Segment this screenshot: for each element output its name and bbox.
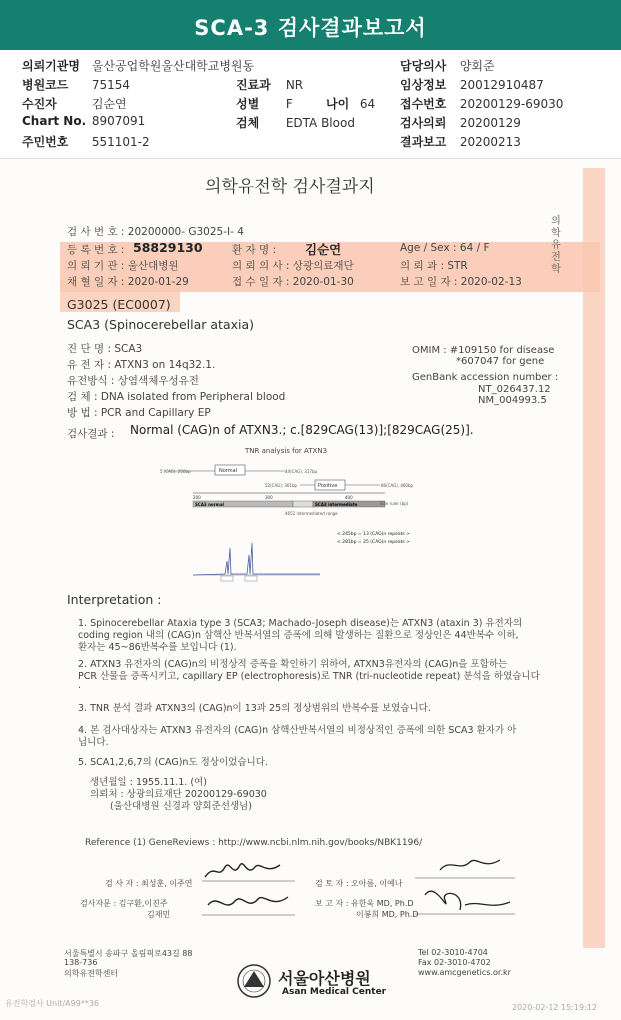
- exam-no: 검 사 번 호 : 20200000- G3025-I- 4: [67, 226, 244, 238]
- label-460bp: 86(CAG), 460bp: [381, 483, 414, 488]
- reg-no: 58829130: [133, 240, 203, 255]
- reporter-signature: [410, 850, 520, 930]
- positive-label: Positive: [318, 483, 338, 489]
- rrn-field: 주민번호 551101-2: [22, 135, 150, 149]
- request-dept: 의 뢰 과 : STR: [400, 260, 468, 272]
- label-361bp: 52(CAG), 361bp: [265, 483, 298, 488]
- footer-left: 유전학검사 Unit/A99**36: [5, 999, 99, 1008]
- address-2: 138-736: [64, 958, 98, 967]
- hospital-code-field: 병원코드 75154: [22, 78, 131, 92]
- scanned-result-document: [0, 160, 621, 1020]
- tel: Tel 02-3010-4704: [418, 948, 488, 957]
- footer-timestamp: 2020-02-12 15:19:12: [512, 1003, 597, 1012]
- report-title: SCA-3 검사결과보고서: [194, 16, 427, 40]
- hospital-name-en: Asan Medical Center: [282, 987, 387, 997]
- method: 방 법 : PCR and Capillary EP: [67, 407, 211, 419]
- interp-line-6: .: [78, 680, 82, 691]
- receipt-field: 접수번호 20200129-69030: [400, 97, 564, 111]
- tnr-figure: [155, 443, 435, 583]
- result-value: Normal (CAG)n of ATXN3.; c.[829CAG(13)];[829CAG(25)].: [130, 423, 474, 437]
- sex-field: 성별 F: [236, 97, 293, 111]
- requester-detail: (울산대병원 신경과 양회준선생님): [110, 801, 252, 812]
- age-sex: Age / Sex : 64 / F: [400, 242, 490, 254]
- doctor-field: 담당의사 양회준: [400, 59, 495, 73]
- collect-date: 채 혈 일 자 : 2020-01-29: [67, 276, 189, 288]
- gene: 유 전 자 : ATXN3 on 14q32.1.: [67, 359, 216, 371]
- report-header: [0, 50, 621, 159]
- accession-2: NM_004993.5: [478, 395, 547, 406]
- address-3: 의학유전학센터: [64, 969, 119, 978]
- interp-line-1: 1. Spinocerebellar Ataxia type 3 (SCA3; Machado-Joseph disease)는 ATXN3 (ataxin 3) 유전자의: [78, 618, 523, 629]
- doc-title: 의학유전학 검사결과지: [205, 177, 375, 197]
- interp-line-5: PCR 산물을 증폭시키고, capillary EP (electrophoresis)로 TNR (tri-nucleotide repeat) 분석을 하였습니다: [78, 671, 540, 682]
- patient-field: 수진자 김순연: [22, 97, 127, 111]
- tester-advisor-2: 김재민: [147, 910, 171, 919]
- age-field: 나이 64: [326, 97, 376, 111]
- label-317bp: 44(CAG), 317bp: [285, 469, 318, 474]
- tester-signature: [200, 855, 300, 925]
- test-code: G3025 (EC0007): [67, 297, 171, 312]
- sca-intermediate-bar: [293, 501, 313, 507]
- omim-gene: *607047 for gene: [456, 356, 545, 367]
- requested-field: 검사의뢰 20200129: [400, 116, 521, 130]
- label-200bp: 5'(CAG), 200bp: [160, 469, 191, 474]
- figure-title: TNR analysis for ATXN3: [245, 447, 328, 455]
- sca-normal-label: SCA3 normal: [195, 502, 224, 507]
- hospital-name-kr: 서울아산병원: [278, 969, 371, 988]
- reg-label: 등 록 번 호 :: [67, 244, 125, 256]
- receive-date: 접 수 일 자 : 2020-01-30: [232, 276, 354, 288]
- birth-date: 생년월일 : 1955.11.1. (여): [90, 777, 207, 788]
- result-label: 검사결과 :: [67, 428, 115, 440]
- request-org: 의 뢰 기 관 : 울산대병원: [67, 260, 179, 272]
- peak-note-2: < 281bp = 25 (CAG)n repeats >: [337, 540, 410, 545]
- tester-advisor: 검사자문 : 김구환,이진주: [80, 899, 168, 908]
- diagnosis: 진 단 명 : SCA3: [67, 343, 143, 355]
- side-label: 의학유전학: [551, 216, 561, 275]
- chart-no-field: Chart No. 8907091: [22, 114, 146, 128]
- interp-line-7: 3. TNR 분석 결과 ATXN3의 (CAG)n이 13과 25의 정상범위의 반복수를 보였습니다.: [78, 703, 431, 714]
- report-date: 보 고 일 자 : 2020-02-13: [400, 276, 522, 288]
- range-label: 4652 intermediated range: [285, 511, 338, 516]
- size-ruler-label: Size ruler (bp): [380, 501, 409, 506]
- accession-1: NT_026437.12: [478, 384, 551, 395]
- interp-line-4: 2. ATXN3 유전자의 (CAG)n의 비정상적 증폭을 확인하기 위하여, ATXN3유전자의 (CAG)n을 포함하는: [78, 659, 508, 670]
- reporter-2: 이봉희 MD, Ph.D: [356, 910, 419, 919]
- website: www.amcgenetics.or.kr: [418, 968, 511, 977]
- patient-name: 김순연: [305, 242, 342, 257]
- ruler-300: 300: [265, 495, 273, 500]
- electropherogram: [193, 543, 320, 581]
- ruler-200: 200: [193, 495, 201, 500]
- report-title-bar: [0, 0, 621, 50]
- genbank-label: GenBank accession number :: [412, 372, 559, 383]
- interpretation-title: Interpretation :: [67, 592, 162, 607]
- asan-logo-icon: [236, 963, 272, 999]
- reporter: 보 고 자 : 유한욱 MD, Ph.D: [315, 899, 414, 908]
- fax: Fax 02-3010-4702: [418, 958, 491, 967]
- request-doctor: 의 뢰 의 사 : 상광의료재단: [232, 260, 354, 272]
- omim-disease: OMIM : #109150 for disease: [412, 345, 555, 356]
- dept-field: 진료과 NR: [236, 78, 304, 92]
- reference: Reference (1) GeneReviews : http://www.ncbi.nlm.nih.gov/books/NBK1196/: [85, 838, 423, 848]
- specimen-field: 검체 EDTA Blood: [236, 116, 355, 130]
- address-1: 서울특별시 송파구 올림픽로43길 88: [64, 949, 193, 958]
- normal-label: Normal: [219, 468, 238, 474]
- tester: 검 사 자 : 최성훈, 이주연: [105, 879, 193, 888]
- specimen: 검 체 : DNA isolated from Peripheral blood: [67, 391, 286, 403]
- checker: 검 토 자 : 오아름, 이예나: [315, 879, 403, 888]
- interp-line-2: coding region 내의 (CAG)n 삼핵산 반복서열의 증폭에 의해 발생하는 질환으로 정상인은 44반복수 이하,: [78, 630, 519, 641]
- interp-line-8: 4. 본 검사대상자는 ATXN3 유전자의 (CAG)n 삼핵산반복서열의 비정상적인 증폭에 의한 SCA3 환자가 아: [78, 725, 517, 736]
- peak-note-1: < 245bp = 13 (CAG)n repeats >: [337, 532, 410, 537]
- interp-line-9: 닙니다.: [78, 737, 109, 748]
- ruler-400: 400: [345, 495, 353, 500]
- test-name: SCA3 (Spinocerebellar ataxia): [67, 317, 255, 332]
- interp-line-10: 5. SCA1,2,6,7의 (CAG)n도 정상이었습니다.: [78, 757, 268, 768]
- institution-field: 의뢰기관명 울산공업학원울산대학교병원동: [22, 59, 255, 73]
- clinical-field: 임상정보 20012910487: [400, 78, 544, 92]
- interp-line-3: 환자는 45~86반복수를 보입니다 (1).: [78, 642, 237, 653]
- reported-field: 결과보고 20200213: [400, 135, 521, 149]
- sca-intermediate-label: SCA3 intermediate: [315, 502, 358, 507]
- requester: 의뢰처 : 상광의료재단 20200129-69030: [90, 789, 267, 800]
- patient-label: 환 자 명 :: [232, 244, 276, 256]
- inheritance: 유전방식 : 상염색체우성유전: [67, 375, 199, 387]
